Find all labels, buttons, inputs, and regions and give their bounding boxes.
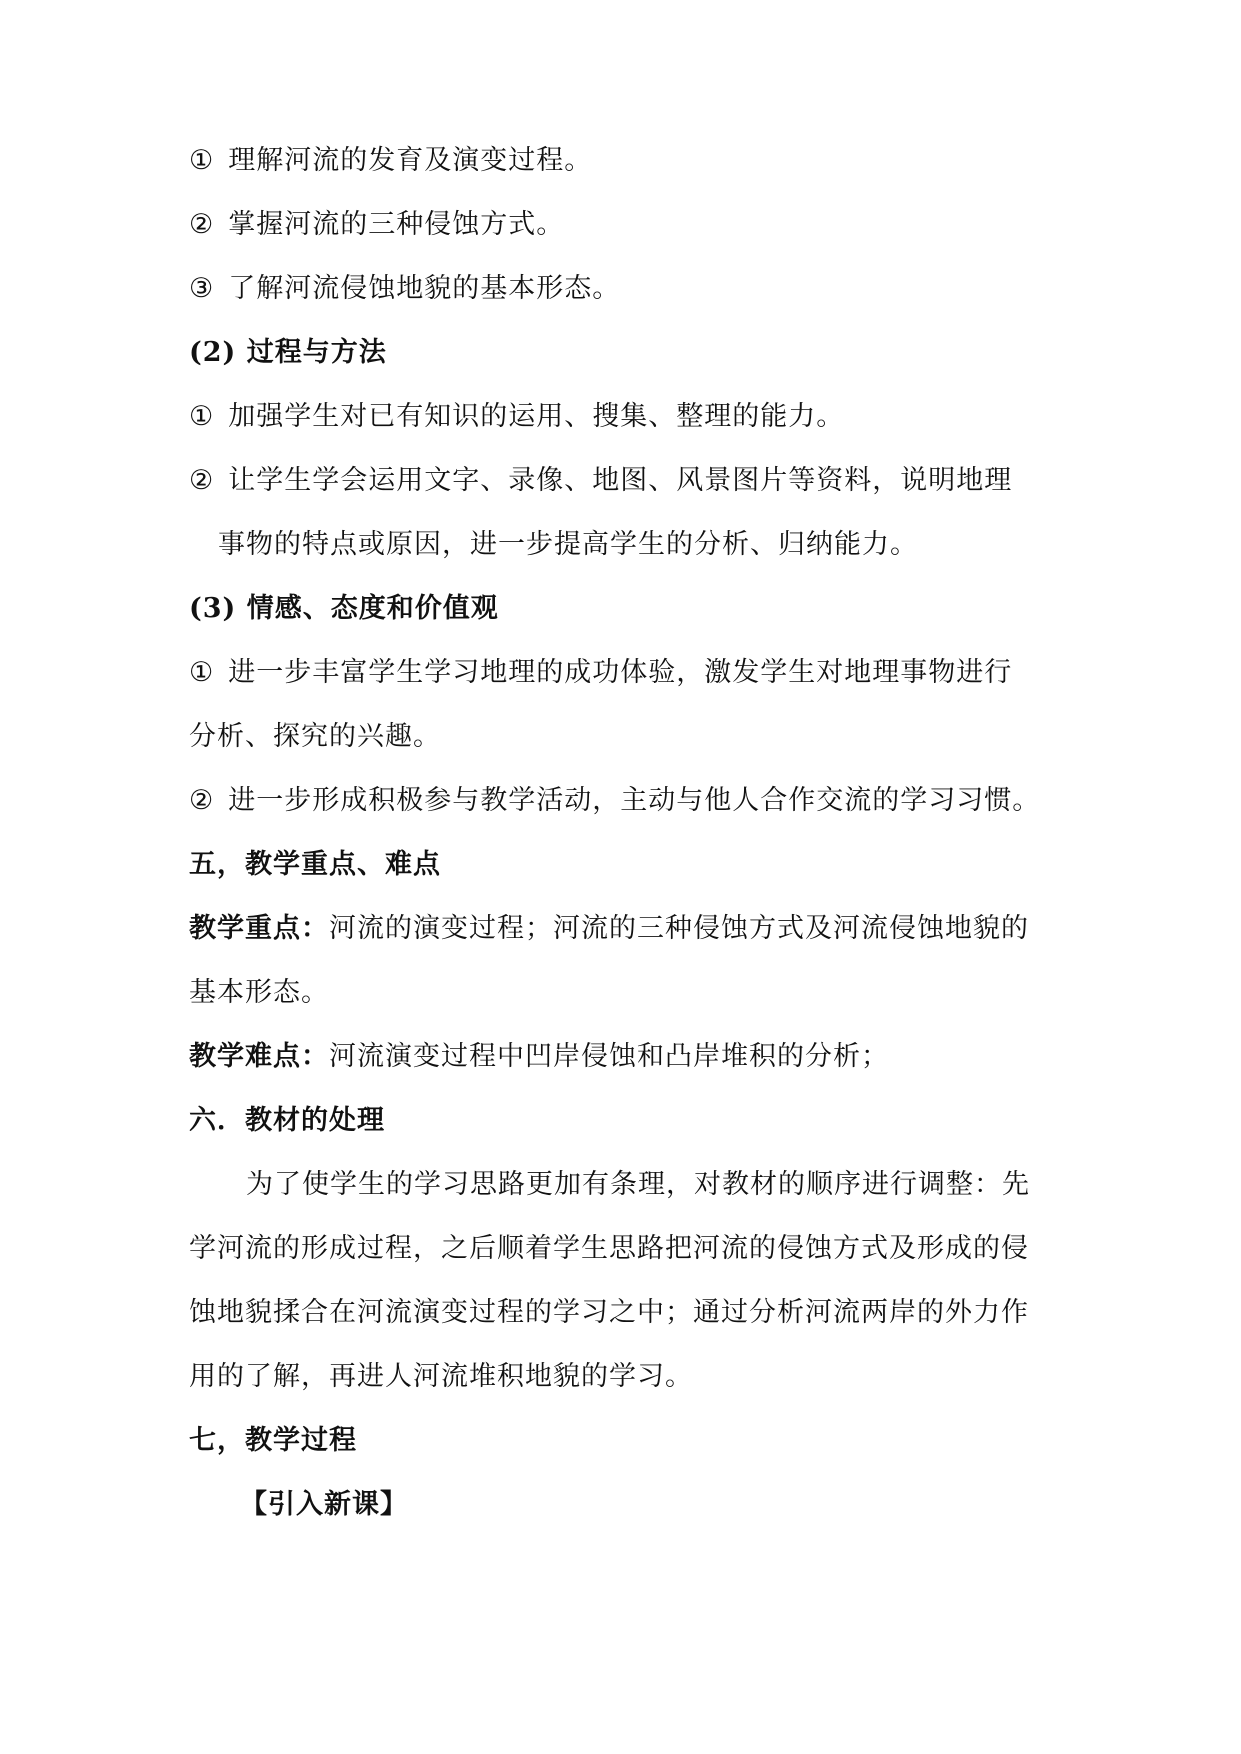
item-marker: ② [189,209,215,240]
item-marker: ① [189,145,215,176]
key-point-label: 教学重点： [189,913,329,944]
section6-paragraph-line-3: 蚀地貌揉合在河流演变过程的学习之中；通过分析河流两岸的外力作 [189,1297,1029,1328]
attitude-values-item-1-continuation: 分析、探究的兴趣。 [189,721,441,752]
difficulty-line [189,1037,889,1077]
section5-heading: 五，教学重点、难点 [189,849,441,880]
knowledge-objective-1 [189,141,592,181]
attitude-values-item-2 [189,781,1040,821]
key-point-continuation: 基本形态。 [189,977,329,1008]
process-method-heading: (2) 过程与方法 [189,337,387,368]
process-method-item-2 [189,461,1012,501]
difficulty-text: 河流演变过程中凹岸侵蚀和凸岸堆积的分析； [329,1041,889,1072]
item-marker: ② [189,465,215,496]
section7-heading: 七，教学过程 [189,1425,357,1456]
item-marker: ① [189,401,215,432]
key-point-text: 河流的演变过程；河流的三种侵蚀方式及河流侵蚀地貌的 [329,913,1029,944]
section6-heading: 六．教材的处理 [189,1105,385,1136]
difficulty-label: 教学难点： [189,1041,329,1072]
attitude-values-heading: (3) 情感、态度和价值观 [189,593,499,624]
process-method-item-2-continuation: 事物的特点或原因，进一步提高学生的分析、归纳能力。 [218,529,918,560]
section7-subheading: 【引入新课】 [240,1489,408,1520]
item-text: 进一步形成积极参与教学活动，主动与他人合作交流的学习习惯。 [228,785,1041,816]
item-text: 进一步丰富学生学习地理的成功体验，激发学生对地理事物进行 [228,657,1013,688]
item-marker: ① [189,657,215,688]
section6-paragraph-line-2: 学河流的形成过程，之后顺着学生思路把河流的侵蚀方式及形成的侵 [189,1233,1029,1264]
section6-paragraph-line-4: 用的了解，再进人河流堆积地貌的学习。 [189,1361,693,1392]
attitude-values-item-1 [189,653,1012,693]
knowledge-objective-3 [189,269,620,309]
item-text: 让学生学会运用文字、录像、地图、风景图片等资料，说明地理 [228,465,1013,496]
item-marker: ② [189,785,215,816]
item-text: 加强学生对已有知识的运用、搜集、整理的能力。 [228,401,845,432]
section6-paragraph-line-1: 为了使学生的学习思路更加有条理，对教材的顺序进行调整：先 [246,1169,1030,1200]
process-method-item-1 [189,397,844,437]
item-marker: ③ [189,273,215,304]
key-point-line [189,909,1029,949]
item-text: 了解河流侵蚀地貌的基本形态。 [228,273,621,304]
knowledge-objective-2 [189,205,564,245]
item-text: 掌握河流的三种侵蚀方式。 [228,209,565,240]
item-text: 理解河流的发育及演变过程。 [228,145,593,176]
